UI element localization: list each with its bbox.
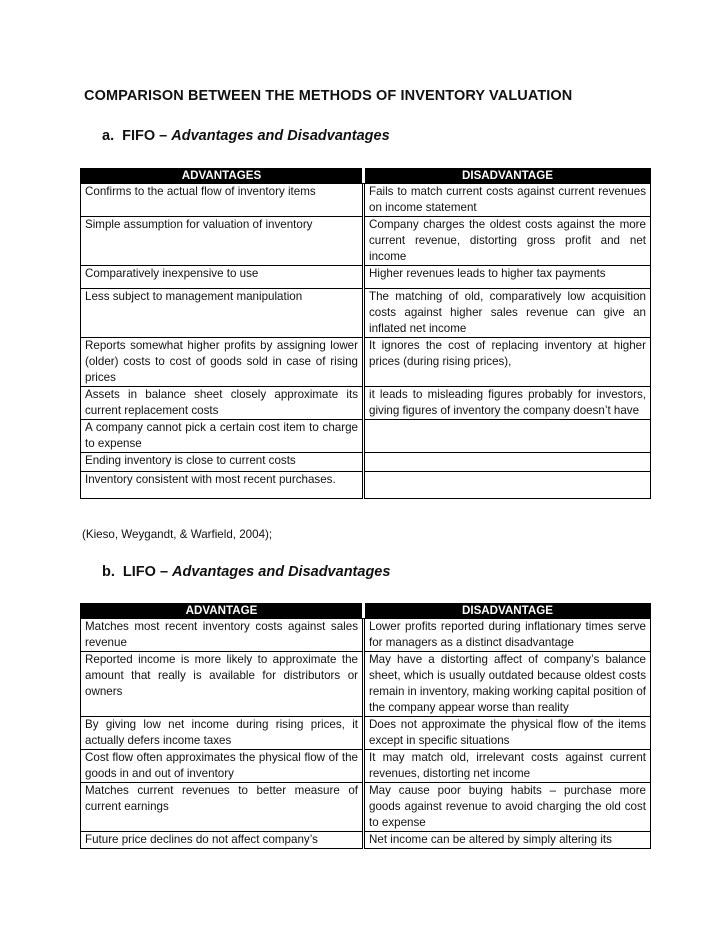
lifo-col-advantage: ADVANTAGE <box>81 604 364 619</box>
lifo-advantage-cell: Cost flow often approximates the physical flow of the goods in and out of inventory <box>81 750 364 783</box>
table-row <box>81 184 651 217</box>
fifo-heading-dash: – <box>155 128 172 144</box>
fifo-disadvantage-cell: Fails to match current costs against current revenues on income statement <box>364 184 651 217</box>
table-row <box>81 619 651 652</box>
lifo-table <box>80 603 651 849</box>
table-row <box>81 217 651 266</box>
fifo-disadvantage-cell <box>364 420 651 453</box>
fifo-col-advantages: ADVANTAGES <box>81 169 364 184</box>
fifo-heading-method: FIFO <box>122 128 156 144</box>
fifo-table-header-row <box>81 169 651 184</box>
fifo-heading <box>102 128 390 144</box>
lifo-heading-subtitle: Advantages and Disadvantages <box>172 564 391 580</box>
table-row <box>81 266 651 289</box>
lifo-advantage-cell: Reported income is more likely to approximate the amount that really is available for distributors or owners <box>81 652 364 717</box>
lifo-advantage-cell: Matches current revenues to better measure of current earnings <box>81 783 364 832</box>
table-row <box>81 472 651 499</box>
page-title: COMPARISON BETWEEN THE METHODS OF INVENTORY VALUATION <box>84 88 573 104</box>
fifo-advantage-cell: Reports somewhat higher profits by assigning lower (older) costs to cost of goods sold in case of rising prices <box>81 338 364 387</box>
lifo-heading-dash: – <box>155 564 173 580</box>
fifo-disadvantage-cell <box>364 472 651 499</box>
table-row <box>81 289 651 338</box>
lifo-table-header-row <box>81 604 651 619</box>
fifo-disadvantage-cell: it leads to misleading figures probably for investors, giving figures of inventory the company doesn’t have <box>364 387 651 420</box>
fifo-advantage-cell: Comparatively inexpensive to use <box>81 266 364 289</box>
lifo-heading-label: b. <box>102 564 115 580</box>
fifo-advantage-cell: Assets in balance sheet closely approximate its current replacement costs <box>81 387 364 420</box>
lifo-disadvantage-cell: Does not approximate the physical flow of the items except in specific situations <box>364 717 651 750</box>
fifo-table <box>80 168 651 499</box>
fifo-disadvantage-cell <box>364 453 651 472</box>
table-row <box>81 453 651 472</box>
table-row <box>81 717 651 750</box>
lifo-advantage-cell: By giving low net income during rising prices, it actually defers income taxes <box>81 717 364 750</box>
lifo-disadvantage-cell: It may match old, irrelevant costs against current revenues, distorting net income <box>364 750 651 783</box>
fifo-advantage-cell: Confirms to the actual flow of inventory items <box>81 184 364 217</box>
table-row <box>81 750 651 783</box>
fifo-disadvantage-cell: It ignores the cost of replacing inventory at higher prices (during rising prices), <box>364 338 651 387</box>
citation: (Kieso, Weygandt, & Warfield, 2004); <box>82 528 273 541</box>
lifo-heading-method: LIFO <box>122 564 156 580</box>
table-row <box>81 832 651 849</box>
lifo-col-disadvantage: DISADVANTAGE <box>364 604 651 619</box>
fifo-advantage-cell: Simple assumption for valuation of inventory <box>81 217 364 266</box>
fifo-disadvantage-cell: Higher revenues leads to higher tax payments <box>364 266 651 289</box>
fifo-heading-subtitle: Advantages and Disadvantages <box>171 128 390 144</box>
lifo-heading <box>102 564 390 580</box>
lifo-advantage-cell: Future price declines do not affect company’s <box>81 832 364 849</box>
table-row <box>81 783 651 832</box>
fifo-disadvantage-cell: Company charges the oldest costs against the more current revenue, distorting gross profit and net income <box>364 217 651 266</box>
table-row <box>81 338 651 387</box>
fifo-advantage-cell: Ending inventory is close to current costs <box>81 453 364 472</box>
lifo-advantage-cell: Matches most recent inventory costs against sales revenue <box>81 619 364 652</box>
fifo-advantage-cell: A company cannot pick a certain cost item to charge to expense <box>81 420 364 453</box>
fifo-advantage-cell: Inventory consistent with most recent purchases. <box>81 472 364 499</box>
fifo-heading-label: a. <box>102 128 115 144</box>
table-row <box>81 652 651 717</box>
fifo-disadvantage-cell: The matching of old, comparatively low acquisition costs against higher sales revenue can give an inflated net income <box>364 289 651 338</box>
fifo-col-disadvantage: DISADVANTAGE <box>364 169 651 184</box>
lifo-disadvantage-cell: Net income can be altered by simply altering its <box>364 832 651 849</box>
fifo-advantage-cell: Less subject to management manipulation <box>81 289 364 338</box>
lifo-disadvantage-cell: Lower profits reported during inflationary times serve for managers as a distinct disadvantage <box>364 619 651 652</box>
table-row <box>81 387 651 420</box>
table-row <box>81 420 651 453</box>
lifo-disadvantage-cell: May cause poor buying habits – purchase more goods against revenue to avoid charging the old cost to expense <box>364 783 651 832</box>
lifo-disadvantage-cell: May have a distorting affect of company’s balance sheet, which is usually outdated because oldest costs remain in inventory, making working capital position of the company appear worse than reality <box>364 652 651 717</box>
